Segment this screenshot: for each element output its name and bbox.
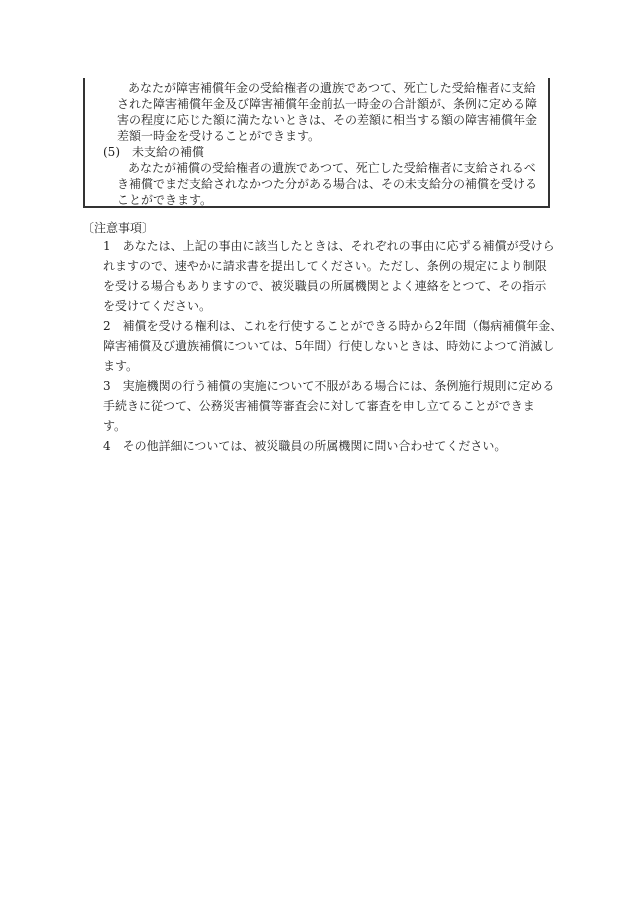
- note-1-line-3: を受ける場合もありますので、被災職員の所属機関とよく連絡をとつて、その指示: [103, 279, 547, 293]
- notes-heading: 〔注意事項〕: [82, 221, 155, 235]
- note-3-line-3: す。: [103, 419, 127, 433]
- note-4-line-1: 4 その他詳細については、被災職員の所属機関に問い合わせてください。: [103, 439, 507, 453]
- note-1-line-4: を受けてください。: [103, 299, 212, 313]
- box-line-7: き補償でまだ支給されなかつた分がある場合は、その未支給分の補償を受ける: [117, 177, 538, 191]
- box-subheading: (5) 未支給の補償: [103, 145, 204, 159]
- note-3-line-2: 手続きに従つて、公務災害補償等審査会に対して審査を申し立てることができま: [103, 399, 535, 413]
- box-line-2: された障害補償年金及び障害補償年金前払一時金の合計額が、条例に定める障: [117, 97, 538, 111]
- box-line-1: あなたが障害補償年金の受給権者の遺族であつて、死亡した受給権者に支給: [128, 81, 536, 95]
- note-2-line-3: ます。: [103, 359, 139, 373]
- box-line-8: ことができます。: [117, 193, 213, 207]
- note-2-line-2: 障害補償及び遺族補償については、5年間）行使しないときは、時効によつて消滅し: [103, 339, 555, 353]
- note-1-line-1: 1 あなたは、上記の事由に該当したときは、それぞれの事由に応ずる補償が受けら: [103, 239, 555, 253]
- box-line-4: 差額一時金を受けることができます。: [117, 129, 321, 143]
- box-line-3: 害の程度に応じた額に満たないときは、その差額に相当する額の障害補償年金: [117, 113, 538, 127]
- note-3-line-1: 3 実施機関の行う補償の実施について不服がある場合には、条例施行規則に定める: [103, 379, 555, 393]
- note-2-line-1: 2 補償を受ける権利は、これを行使することができる時から2年間（傷病補償年金、: [103, 319, 563, 333]
- box-line-6: あなたが補償の受給権者の遺族であつて、死亡した受給権者に支給されるべ: [128, 161, 536, 175]
- note-1-line-2: れますので、速やかに請求書を提出してください。ただし、条例の規定により制限: [103, 259, 547, 273]
